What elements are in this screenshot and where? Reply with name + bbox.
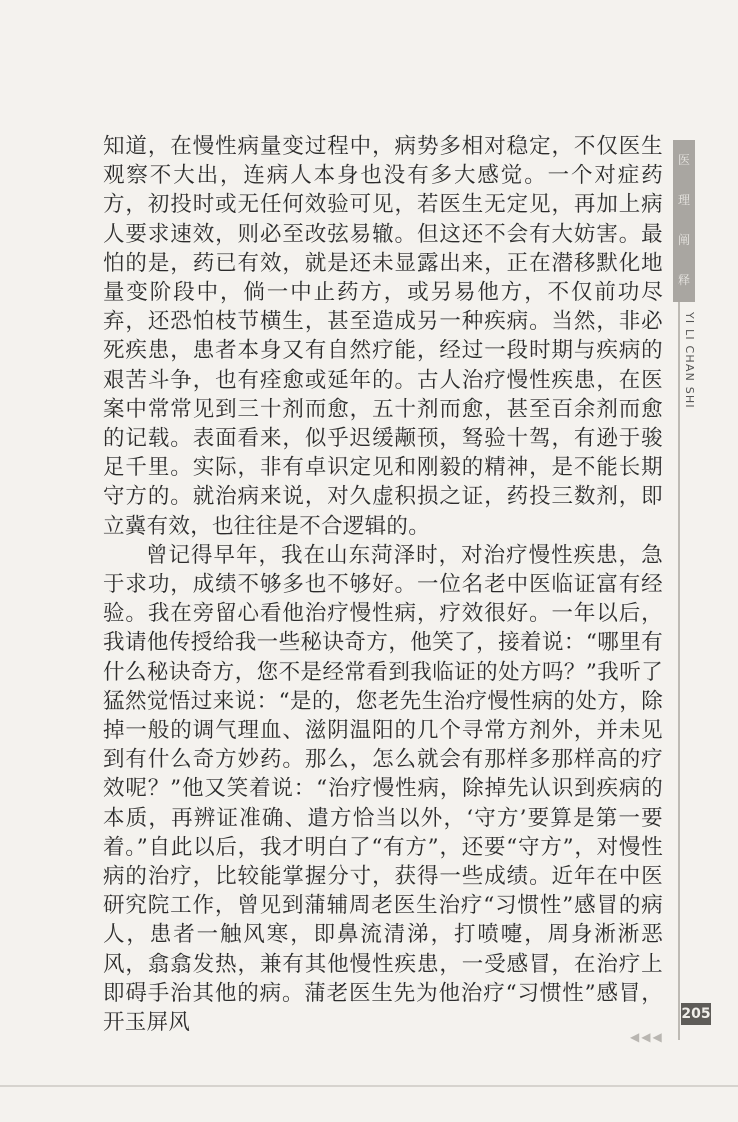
section-char-2: 理 <box>677 193 690 207</box>
section-char-4: 释 <box>677 273 690 287</box>
page-number: 205 <box>681 1003 711 1025</box>
body-text <box>103 132 663 1037</box>
page-bottom-edge <box>0 1085 738 1087</box>
section-char-1: 医 <box>677 153 690 167</box>
paragraph-2: 曾记得早年，我在山东菏泽时，对治疗慢性疾患，急于求功，成绩不够多也不够好。一位名老中医临证富有经验。我在旁留心看他治疗慢性病，疗效很好。一年以后，我请他传授给我一些秘诀奇方，他笑了，接着说：“哪里有什么秘诀奇方，您不是经常看到我临证的处方吗？”我听了猛然觉悟过来说：“是的，您老先生治疗慢性病的处方，除掉一般的调气理血、滋阴温阳的几个寻常方剂外，并未见到有什么奇方妙药。那么，怎么就会有那样多那样高的疗效呢？”他又笑着说：“治疗慢性病，除掉先认识到疾病的本质，再辨证准确、遣方恰当以外，‘守方’要算是第一要着。”自此以后，我才明白了“有方”，还要“守方”，对慢性病的治疗，比较能掌握分寸，获得一些成绩。近年在中医研究院工作，曾见到蒲辅周老医生治疗“习惯性”感冒的病人，患者一触风寒，即鼻流清涕，打喷嚏，周身淅淅恶风，翕翕发热，兼有其他慢性疾患，一受感冒，在治疗上即碍手治其他的病。蒲老医生先为他治疗“习惯性”感冒，开玉屏风 <box>103 542 663 1036</box>
section-char-3: 阐 <box>677 233 690 247</box>
section-latin-text: YI LI CHAN SHI <box>683 312 696 409</box>
section-latin-label <box>682 312 696 432</box>
paragraph-1: 知道，在慢性病量变过程中，病势多相对稳定，不仅医生观察不大出，连病人本身也没有多大感觉。一个对症药方，初投时或无任何效验可见，若医生无定见，再加上病人要求速效，则必至改弦易辙。但这还不会有大妨害。最怕的是，药已有效，就是还未显露出来，正在潜移默化地量变阶段中，倘一中止药方，或另易他方，不仅前功尽弃，还恐怕枝节横生，甚至造成另一种疾病。当然，非必死疾患，患者本身又有自然疗能，经过一段时期与疾病的艰苦斗争，也有痊愈或延年的。古人治疗慢性疾患，在医案中常常见到三十剂而愈，五十剂而愈，甚至百余剂而愈的记载。表面看来，似乎迟缓颟顸，驽验十驾，有逊于骏足千里。实际，非有卓识定见和刚毅的精神，是不能长期守方的。就治病来说，对久虚积损之证，药投三数剂，即立冀有效，也往往是不合逻辑的。 <box>103 134 663 539</box>
section-tab <box>673 140 695 302</box>
arrow-left-icon: ◀◀◀ <box>630 1030 664 1044</box>
